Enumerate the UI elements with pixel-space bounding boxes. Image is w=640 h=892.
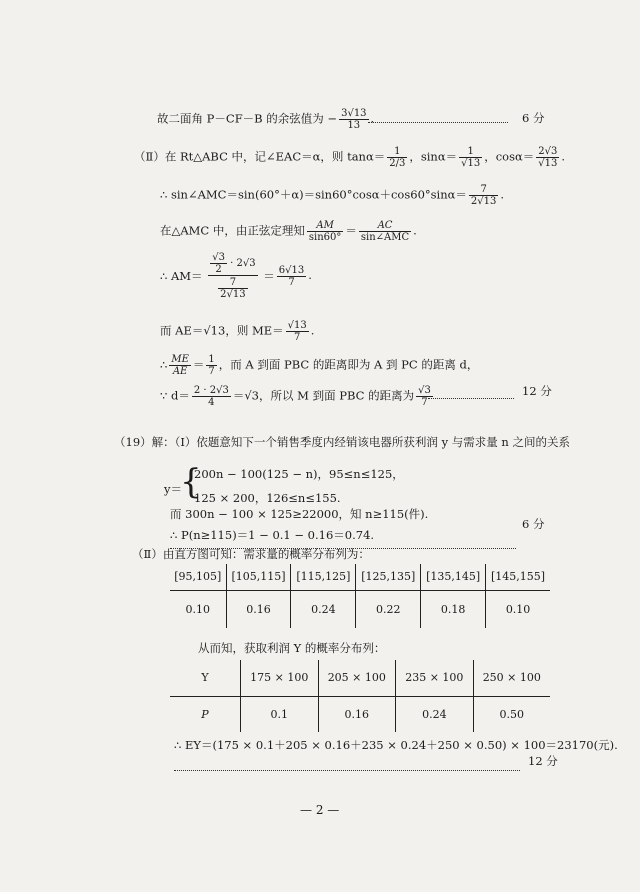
am-top — [208, 252, 257, 275]
line-profit-intro: 从而知，获取利润 Y 的概率分布列： — [198, 641, 386, 655]
score-12-q19: 12 分 — [528, 754, 558, 768]
line-distance — [160, 385, 435, 408]
ratio-right-den: 7 — [208, 366, 215, 377]
cos-num: 2√3 — [538, 146, 558, 157]
profit-value-cell: 205 × 100 — [318, 660, 396, 696]
am-prefix: ∴ AM＝ — [160, 269, 203, 283]
demand-probability-cell: 0.16 — [226, 590, 291, 628]
tan-num: 1 — [394, 146, 401, 157]
part1-frac-den: 13 — [339, 119, 368, 131]
line-sine-law: 在△AMC 中，由正弦定理知 $\frac{AM}{\sin 60^\circ}$ ＝ $\frac{AC}{\text{sin∠AMC}}$ . — [160, 220, 417, 243]
line-part2-trig: （Ⅱ）在 Rt△ABC 中，记∠EAC＝α，则 tanα＝ $\frac{1}{2/3}$ ，sinα＝ $\frac{1}{√13}$ ，cosα＝ $\frac{2√3}{√13}$ . — [134, 146, 566, 169]
sine-law-frac-left — [307, 220, 344, 243]
demand-interval-cell: [115,125] — [291, 564, 356, 590]
distance-mid: ＝√3，所以 M 到面 PBC 的距离为 — [232, 388, 415, 403]
am-result-num: 6√13 — [278, 264, 305, 276]
sine-law-eq: ＝ — [345, 223, 357, 238]
tan-fraction — [387, 146, 407, 169]
ratio-tail: ，而 A 到面 PBC 的距离即为 A 到 PC 的距离 d， — [218, 357, 479, 372]
ratio-prefix: ∴ — [160, 357, 168, 372]
dotted-leader — [428, 398, 514, 399]
profit-probability-cell: 0.16 — [318, 696, 396, 732]
profit-probability-cell: P — [201, 707, 209, 721]
demand-distribution-table — [170, 564, 550, 628]
am-top-fraction — [210, 252, 227, 275]
am-top-den: 2 — [210, 263, 227, 275]
dotted-leader — [368, 122, 508, 123]
profit-distribution-table — [170, 660, 550, 732]
sin-amc-text: ∴ sin∠AMC＝sin(60°＋α)＝sin60°cosα＋cos60°sinα＝ — [160, 187, 467, 202]
line-part1-conclusion: 故二面角 P－CF－B 的余弦值为 − $\frac{3√13}{13}$ . — [157, 108, 375, 131]
line-probability: ∴ P(n≥115)＝1 − 0.1 − 0.16＝0.74. — [170, 528, 375, 542]
page-number: — 2 — — [300, 803, 340, 817]
profit-value-cell: 235 × 100 — [396, 660, 474, 696]
line-am: ∴ AM＝ $\frac{√3}{2}$ · 2√3 $\frac{7}{2√13}$ ＝ $\frac{6√13}{7}$ . — [160, 252, 312, 300]
ratio-eq: ＝ — [192, 357, 205, 372]
demand-probability-cell: 0.22 — [356, 590, 421, 628]
dotted-leader — [174, 770, 520, 771]
me-text: 而 AE＝√13，则 ME＝ — [160, 323, 284, 338]
line-ratio — [160, 354, 478, 377]
am-result-den: 7 — [277, 276, 306, 288]
distance-result-den: 7 — [416, 396, 433, 408]
part1-fraction — [339, 108, 368, 131]
tan-den: 2/3 — [389, 158, 406, 169]
sine-law-left-num: AM — [316, 220, 334, 231]
cos-fraction — [536, 146, 559, 169]
piecewise-case-2: 125 × 200，126≤n≤155. — [194, 491, 341, 505]
part2-label: （Ⅱ）在 Rt△ABC 中，记∠EAC＝α，则 tanα＝ — [134, 149, 386, 164]
distance-prefix: ∵ d＝ — [160, 388, 190, 403]
ratio-fraction-left — [169, 354, 191, 377]
piecewise-case-1: 200n − 100(125 − n)，95≤n≤125， — [194, 467, 404, 481]
am-compound-fraction — [208, 252, 257, 300]
demand-probability-cell: 0.10 — [486, 590, 550, 628]
sin-amc-fraction — [469, 184, 498, 207]
sine-law-right-den: sin∠AMC — [360, 232, 410, 243]
profit-probability-cell: 0.50 — [473, 696, 550, 732]
am-bottom-den: 2√13 — [220, 289, 246, 300]
q19-part2-heading: （Ⅱ）由直方图可知：需求量的概率分布列为： — [132, 547, 370, 561]
am-eq: ＝ — [263, 269, 275, 283]
sine-law-frac-right — [359, 220, 411, 243]
am-bottom-fraction — [218, 277, 247, 300]
am-top-num: √3 — [212, 252, 225, 263]
am-bottom — [208, 275, 257, 300]
distance-den: 4 — [192, 396, 231, 408]
distance-result-num: √3 — [418, 385, 431, 396]
demand-interval-cell: [105,115] — [226, 564, 291, 590]
profit-p-row — [170, 696, 550, 732]
sine-law-left-den: sin60° — [308, 232, 342, 243]
distance-num: 2 · 2√3 — [193, 385, 229, 396]
demand-interval-cell: [125,135] — [356, 564, 421, 590]
part1-text: 故二面角 P－CF－B 的余弦值为 − — [157, 111, 338, 126]
am-result-fraction — [277, 265, 306, 288]
demand-probability-cell: 0.18 — [421, 590, 486, 628]
sin-den: √13 — [461, 158, 481, 169]
sin-amc-num: 7 — [480, 184, 487, 195]
demand-header-row — [170, 564, 550, 590]
me-num: √13 — [287, 320, 307, 331]
me-fraction — [286, 320, 309, 343]
demand-interval-cell: [95,105] — [170, 564, 226, 590]
demand-probability-cell: 0.10 — [185, 602, 211, 616]
line-inequality: 而 300n − 100 × 125≥22000，知 n≥115(件). — [170, 507, 429, 521]
profit-value-cell: 250 × 100 — [473, 660, 550, 696]
score-6: 6 分 — [522, 111, 545, 125]
distance-fraction — [192, 385, 231, 408]
profit-value-cell: Y — [170, 660, 241, 696]
demand-interval-cell: [145,155] — [486, 564, 550, 590]
ratio-fraction-right — [206, 354, 216, 377]
am-top-tail: · 2√3 — [230, 258, 256, 269]
profit-probability-cell: 0.24 — [396, 696, 474, 732]
sine-law-text: 在△AMC 中，由正弦定理知 — [160, 223, 305, 238]
line-expectation: ∴ EY＝(175 × 0.1＋205 × 0.16＋235 × 0.24＋250 × 0.50) × 100＝23170(元). — [174, 738, 618, 752]
left-brace-icon: { — [180, 462, 202, 502]
line-me: 而 AE＝√13，则 ME＝ $\frac{√13}{7}$ . — [160, 320, 315, 343]
cos-label: ，cosα＝ — [484, 149, 535, 164]
me-den: 7 — [286, 331, 309, 343]
sine-law-right-num: AC — [377, 220, 393, 231]
part1-frac-num: 3√13 — [341, 108, 367, 119]
sin-num: 1 — [467, 146, 474, 157]
profit-value-cell: 175 × 100 — [241, 660, 319, 696]
cos-den: √13 — [538, 158, 558, 169]
sin-label: ，sinα＝ — [409, 149, 458, 164]
ratio-left-den: AE — [169, 365, 191, 377]
profit-probability-cell: 0.1 — [241, 696, 319, 732]
distance-result-fraction — [416, 385, 433, 408]
ratio-left-num: ME — [171, 354, 189, 365]
ratio-right-num: 1 — [208, 354, 215, 365]
y-equals: y＝ — [164, 482, 182, 496]
line-sin-amc: ∴ sin∠AMC＝sin(60°＋α)＝sin60°cosα＋cos60°sinα＝ $\frac{7}{2√13}$ . — [160, 184, 505, 207]
q19-heading: （19）解：（Ⅰ）依题意知下一个销售季度内经销该电器所获利润 y 与需求量 n 之间的关系 — [114, 435, 570, 449]
demand-probability-cell: 0.24 — [291, 590, 356, 628]
demand-value-row — [170, 590, 550, 628]
score-6-q19: 6 分 — [522, 517, 545, 531]
score-12: 12 分 — [522, 384, 552, 398]
sin-fraction — [459, 146, 482, 169]
demand-interval-cell: [135,145] — [421, 564, 486, 590]
am-bottom-num: 7 — [229, 277, 237, 288]
profit-y-row — [170, 660, 550, 696]
sin-amc-den: 2√13 — [470, 196, 497, 207]
